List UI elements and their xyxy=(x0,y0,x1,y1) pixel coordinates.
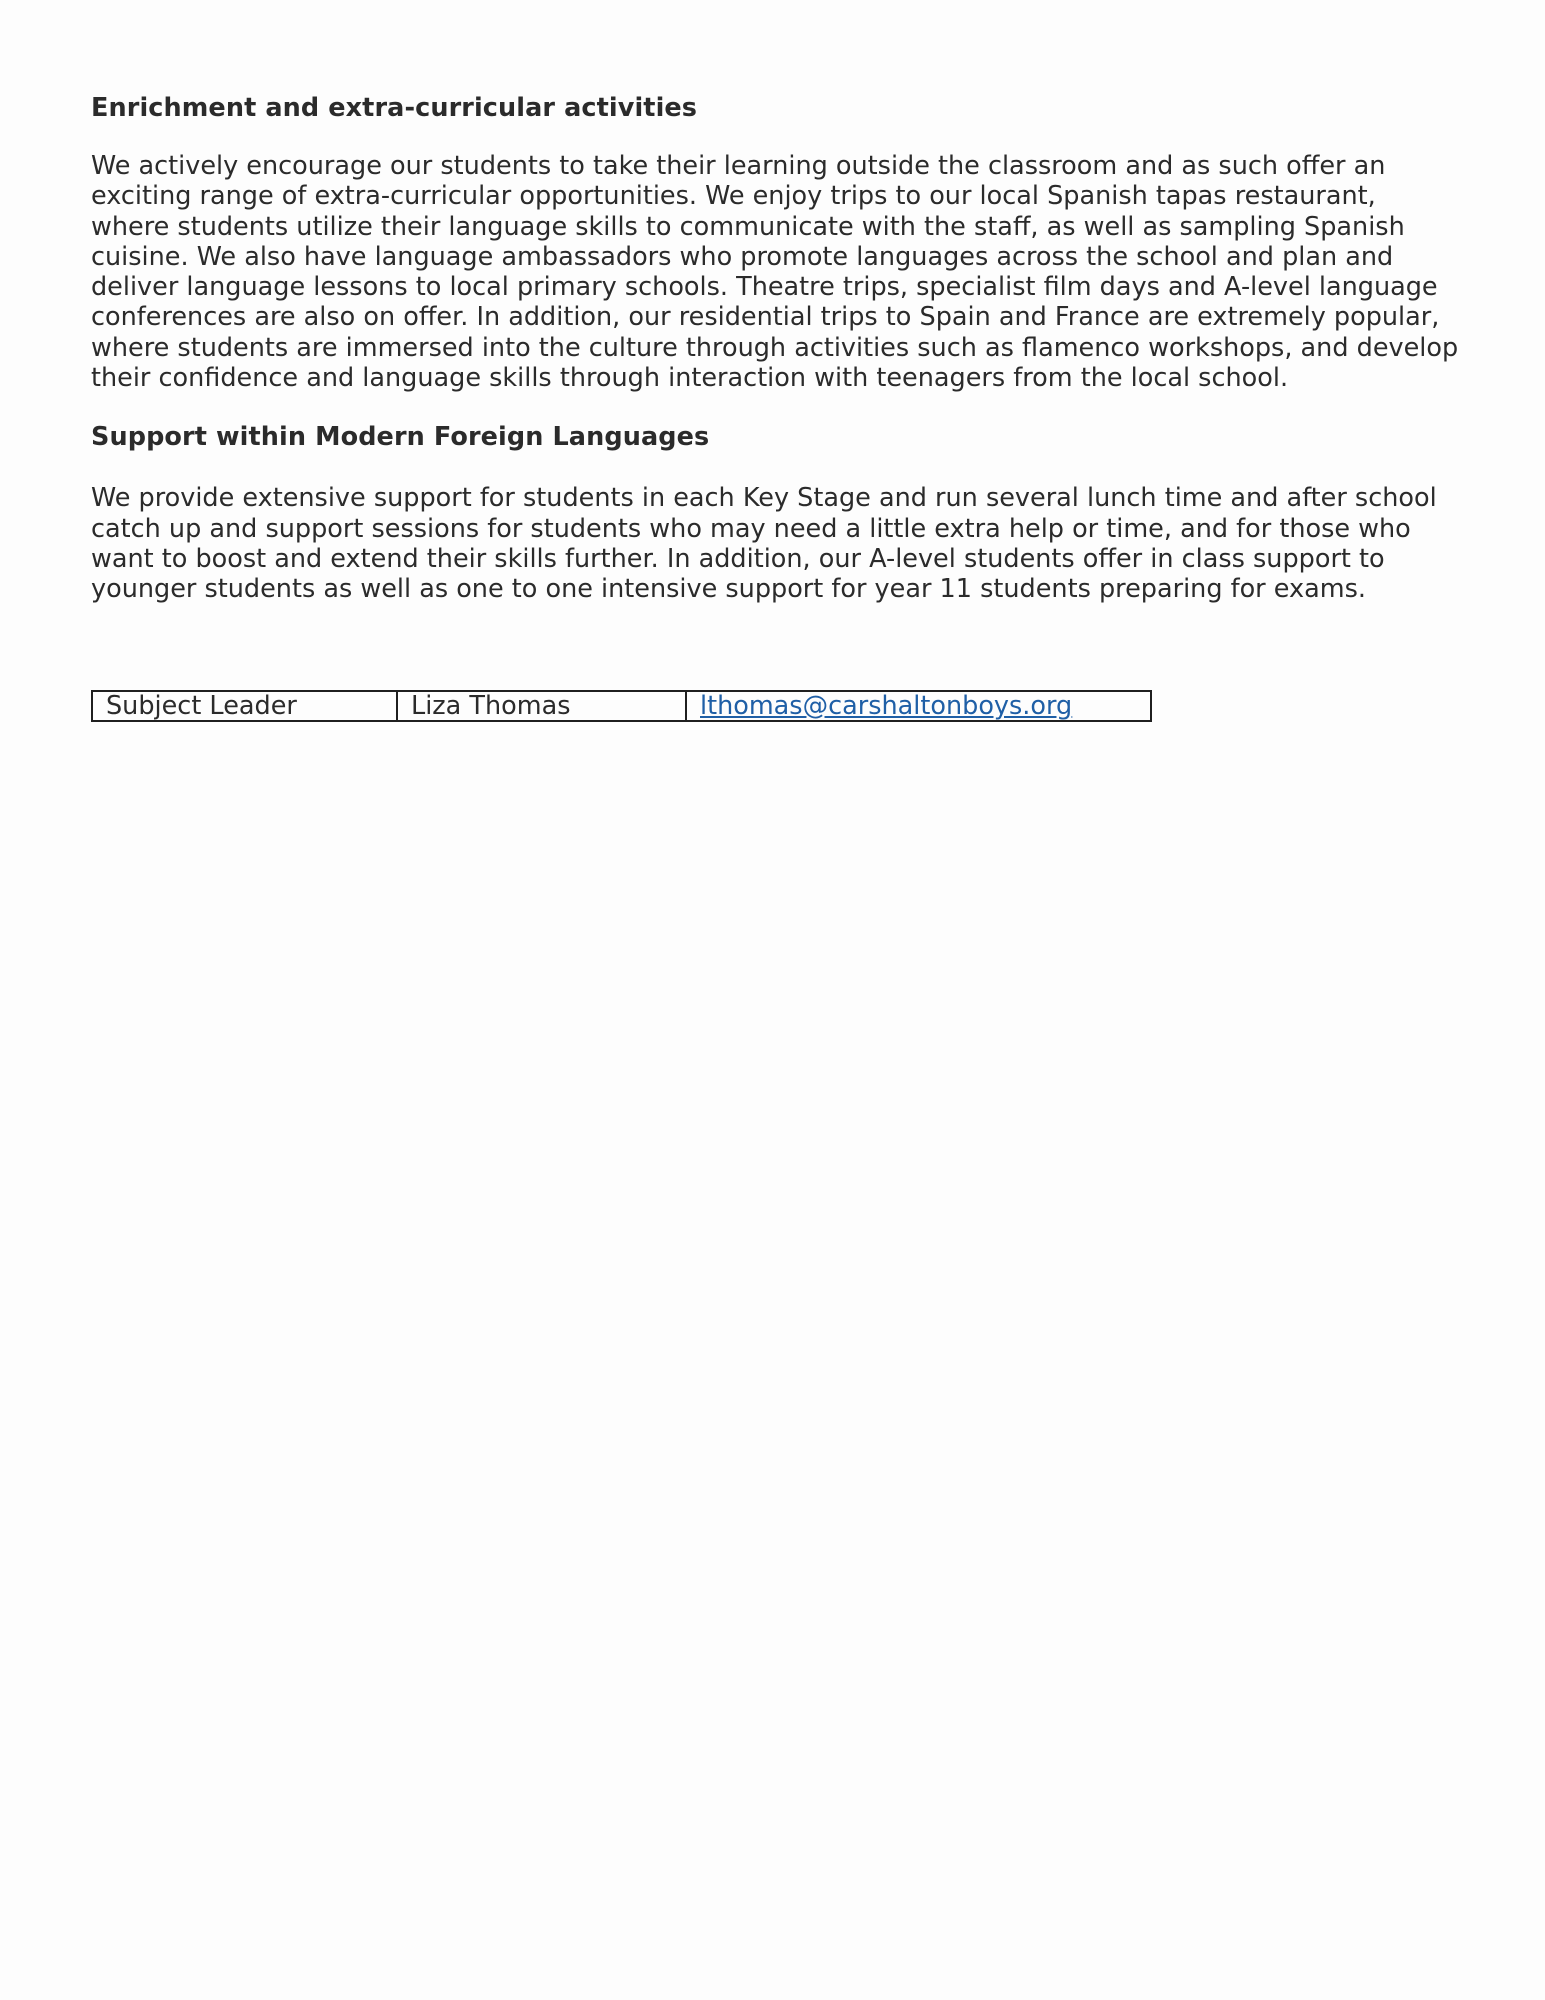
contact-email-cell xyxy=(686,691,1151,721)
enrichment-heading: Enrichment and extra-curricular activities xyxy=(91,93,698,123)
paragraph-line: We actively encourage our students to take their learning outside the classroom and as such offer an xyxy=(91,151,1386,181)
support-heading: Support within Modern Foreign Languages xyxy=(91,422,710,453)
contact-name-cell: Liza Thomas xyxy=(397,691,686,721)
paragraph-line: conferences are also on offer. In addition, our residential trips to Spain and France are extremely popular, xyxy=(91,302,1440,333)
document-body xyxy=(91,88,1481,605)
enrichment-paragraph xyxy=(91,151,1481,393)
contact-role-cell: Subject Leader xyxy=(92,691,397,721)
paragraph-line: exciting range of extra-curricular opportunities. We enjoy trips to our local Spanish tapas restaurant, xyxy=(91,181,1376,212)
support-paragraph xyxy=(91,483,1481,604)
paragraph-line: where students utilize their language skills to communicate with the staff, as well as sampling Spanish xyxy=(91,211,1405,242)
paragraph-line: deliver language lessons to local primary schools. Theatre trips, specialist film days and A-level language xyxy=(91,272,1438,303)
email-link[interactable]: lthomas@carshaltonboys.org xyxy=(700,691,1073,721)
paragraph-line: younger students as well as one to one intensive support for year 11 students preparing for exams. xyxy=(91,574,1366,605)
paragraph-line: want to boost and extend their skills further. In addition, our A-level students offer in class support to xyxy=(91,543,1385,574)
table-row xyxy=(92,691,1151,721)
paragraph-line: We provide extensive support for students in each Key Stage and run several lunch time and after school xyxy=(91,483,1437,514)
paragraph-line: cuisine. We also have language ambassadors who promote languages across the school and plan and xyxy=(91,241,1394,272)
paragraph-line: catch up and support sessions for students who may need a little extra help or time, and for those who xyxy=(91,513,1411,544)
paragraph-line: where students are immersed into the culture through activities such as flamenco workshops, and develop xyxy=(91,332,1459,363)
paragraph-line: their confidence and language skills through interaction with teenagers from the local school. xyxy=(91,363,1289,394)
contact-table xyxy=(91,690,1152,722)
